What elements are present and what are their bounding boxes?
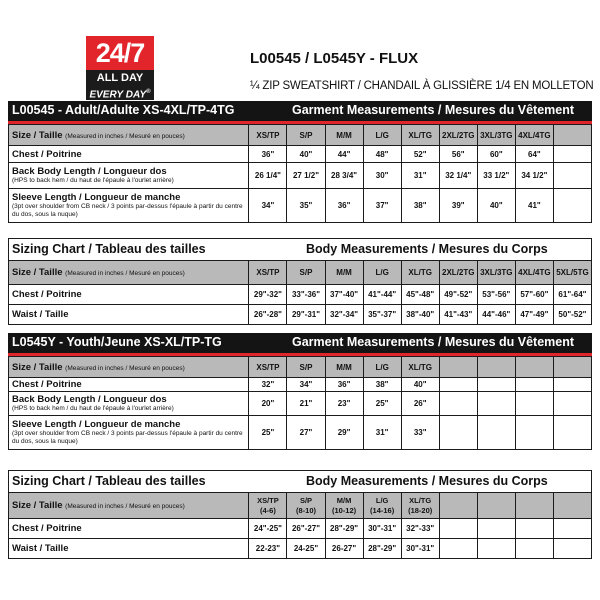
- youth-garment-section: [8, 333, 592, 450]
- measurement-value: 41"-43": [439, 305, 477, 325]
- size-column-header: S/P: [287, 261, 325, 285]
- size-label: Size / Taille (Measured in inches / Mesuré en pouces): [9, 493, 249, 519]
- measurement-value: 57"-60": [515, 285, 553, 305]
- section-right-title: Body Measurements / Mesures du Corps: [306, 474, 548, 488]
- size-column-header: [515, 493, 553, 519]
- size-column-header: [515, 357, 553, 378]
- measurement-value: [553, 519, 591, 539]
- brand-logo: [86, 36, 154, 106]
- section-header-bar: [8, 238, 592, 260]
- size-header-row: [9, 357, 592, 378]
- measurement-value: 32 1/4": [439, 163, 477, 189]
- section-left-title: Sizing Chart / Tableau des tailles: [12, 242, 206, 256]
- measurement-value: 47"-49": [515, 305, 553, 325]
- measurement-value: 49"-52": [439, 285, 477, 305]
- size-column-header: L/G (14-16): [363, 493, 401, 519]
- size-column-header: [553, 493, 591, 519]
- size-column-header: 3XL/3TG: [477, 261, 515, 285]
- measurement-value: 36": [249, 146, 287, 163]
- measurement-row: [9, 189, 592, 223]
- measurement-row: [9, 392, 592, 416]
- measurement-value: 22-23": [249, 539, 287, 559]
- measurement-value: 25": [249, 416, 287, 450]
- measurement-label: Chest / Poitrine: [9, 146, 249, 163]
- measurement-value: [515, 539, 553, 559]
- measurement-value: 64": [515, 146, 553, 163]
- measurement-row: [9, 146, 592, 163]
- size-column-header: XL/TG: [401, 125, 439, 146]
- measurement-value: [477, 519, 515, 539]
- size-label: Size / Taille (Measured in inches / Mesuré en pouces): [9, 125, 249, 146]
- measurement-row: [9, 163, 592, 189]
- size-column-header: S/P: [287, 125, 325, 146]
- measurement-table: [8, 124, 592, 223]
- measurement-value: 37"-40": [325, 285, 363, 305]
- measurement-value: [553, 189, 591, 223]
- measurement-value: 37": [363, 189, 401, 223]
- measurement-value: 52": [401, 146, 439, 163]
- size-column-header: [477, 493, 515, 519]
- size-column-header: 2XL/2TG: [439, 261, 477, 285]
- measurement-value: 48": [363, 146, 401, 163]
- measurement-value: [515, 519, 553, 539]
- measurement-value: [439, 539, 477, 559]
- size-column-header: XS/TP: [249, 357, 287, 378]
- measurement-value: 29": [325, 416, 363, 450]
- measurement-value: [553, 416, 591, 450]
- measurement-value: 45"-48": [401, 285, 439, 305]
- section-header-bar: [8, 333, 592, 356]
- measurement-value: 34": [287, 378, 325, 392]
- logo-247-text: 24/7: [86, 36, 154, 70]
- measurement-value: 32"-33": [401, 519, 439, 539]
- size-column-header: XL/TG: [401, 261, 439, 285]
- adult-garment-section: [8, 101, 592, 223]
- size-column-header: XS/TP (4-6): [249, 493, 287, 519]
- measurement-label: Back Body Length / Longueur dos (HPS to back hem / du haut de l'épaule à l'ourlet arrière): [9, 163, 249, 189]
- measurement-row: [9, 378, 592, 392]
- measurement-value: 33 1/2": [477, 163, 515, 189]
- measurement-row: [9, 305, 592, 325]
- measurement-value: 31": [401, 163, 439, 189]
- measurement-value: [477, 539, 515, 559]
- size-column-header: XL/TG: [401, 357, 439, 378]
- size-header-row: [9, 261, 592, 285]
- measurement-value: 38"-40": [401, 305, 439, 325]
- measurement-label: Chest / Poitrine: [9, 519, 249, 539]
- measurement-value: 30": [363, 163, 401, 189]
- measurement-value: 40": [401, 378, 439, 392]
- measurement-value: 27 1/2": [287, 163, 325, 189]
- size-column-header: 3XL/3TG: [477, 125, 515, 146]
- measurement-value: 44": [325, 146, 363, 163]
- section-header-bar: [8, 470, 592, 492]
- measurement-value: 40": [477, 189, 515, 223]
- section-left-title: Sizing Chart / Tableau des tailles: [12, 474, 206, 488]
- measurement-value: 31": [363, 416, 401, 450]
- measurement-value: 34": [249, 189, 287, 223]
- measurement-value: 44"-46": [477, 305, 515, 325]
- section-header-bar: [8, 101, 592, 124]
- measurement-value: 34 1/2": [515, 163, 553, 189]
- measurement-value: 30"-31": [401, 539, 439, 559]
- measurement-table: [8, 260, 592, 325]
- adult-body-section: [8, 238, 592, 325]
- measurement-value: 28"-29": [363, 539, 401, 559]
- measurement-label: Chest / Poitrine: [9, 285, 249, 305]
- size-column-header: XS/TP: [249, 261, 287, 285]
- measurement-label: Back Body Length / Longueur dos (HPS to back hem / du haut de l'épaule à l'ourlet arrière): [9, 392, 249, 416]
- measurement-value: 28"-29": [325, 519, 363, 539]
- size-column-header: 4XL/4TG: [515, 261, 553, 285]
- size-column-header: [553, 357, 591, 378]
- logo-all-day-text: ALL DAY: [86, 70, 154, 86]
- measurement-value: [553, 539, 591, 559]
- measurement-value: [515, 392, 553, 416]
- measurement-value: 28 3/4": [325, 163, 363, 189]
- measurement-value: 41": [515, 189, 553, 223]
- measurement-label: Waist / Taille: [9, 539, 249, 559]
- size-column-header: 4XL/4TG: [515, 125, 553, 146]
- measurement-table: [8, 356, 592, 450]
- size-column-header: L/G: [363, 125, 401, 146]
- measurement-value: 60": [477, 146, 515, 163]
- measurement-value: 33": [401, 416, 439, 450]
- measurement-value: 61"-64": [553, 285, 591, 305]
- product-subtitle: ¼ ZIP SWEATSHIRT / CHANDAIL À GLISSIÈRE 1/4 EN MOLLETON: [250, 80, 594, 92]
- measurement-value: [553, 146, 591, 163]
- measurement-value: 21": [287, 392, 325, 416]
- size-column-header: L/G: [363, 357, 401, 378]
- measurement-value: 36": [325, 189, 363, 223]
- size-label: Size / Taille (Measured in inches / Mesuré en pouces): [9, 261, 249, 285]
- measurement-label: Waist / Taille: [9, 305, 249, 325]
- measurement-value: 38": [363, 378, 401, 392]
- measurement-value: 29"-32": [249, 285, 287, 305]
- size-column-header: [553, 125, 591, 146]
- measurement-value: [515, 378, 553, 392]
- measurement-value: 40": [287, 146, 325, 163]
- size-column-header: M/M: [325, 261, 363, 285]
- measurement-label: Sleeve Length / Longueur de manche (3pt over shoulder from CB neck / 3 points par-dessus l'épaule à partir du centre du dos, sous la nuque): [9, 189, 249, 223]
- measurement-value: 50"-52": [553, 305, 591, 325]
- measurement-value: 26"-28": [249, 305, 287, 325]
- measurement-value: [553, 163, 591, 189]
- measurement-value: [439, 392, 477, 416]
- measurement-value: 23": [325, 392, 363, 416]
- measurement-value: 39": [439, 189, 477, 223]
- size-column-header: 2XL/2TG: [439, 125, 477, 146]
- measurement-label: Sleeve Length / Longueur de manche (3pt over shoulder from CB neck / 3 points par-dessus l'épaule à partir du centre du dos, sous la nuque): [9, 416, 249, 450]
- measurement-row: [9, 416, 592, 450]
- youth-body-section: [8, 470, 592, 559]
- measurement-value: 56": [439, 146, 477, 163]
- measurement-value: [553, 392, 591, 416]
- size-column-header: 5XL/5TG: [553, 261, 591, 285]
- measurement-value: [439, 416, 477, 450]
- measurement-value: 32"-34": [325, 305, 363, 325]
- size-column-header: [477, 357, 515, 378]
- size-column-header: [439, 357, 477, 378]
- measurement-value: [477, 416, 515, 450]
- measurement-value: [439, 519, 477, 539]
- measurement-value: 27": [287, 416, 325, 450]
- measurement-value: 32": [249, 378, 287, 392]
- product-title: L00545 / L0545Y - FLUX: [250, 50, 419, 67]
- logo-every-day-text: EVERY DAY®: [86, 86, 154, 100]
- measurement-value: 30"-31": [363, 519, 401, 539]
- measurement-value: 33"-36": [287, 285, 325, 305]
- measurement-row: [9, 285, 592, 305]
- measurement-value: 26": [401, 392, 439, 416]
- measurement-value: 24"-25": [249, 519, 287, 539]
- size-column-header: XS/TP: [249, 125, 287, 146]
- size-header-row: [9, 125, 592, 146]
- section-right-title: Body Measurements / Mesures du Corps: [306, 242, 548, 256]
- measurement-value: 26-27": [325, 539, 363, 559]
- size-header-row: [9, 493, 592, 519]
- measurement-value: 26"-27": [287, 519, 325, 539]
- measurement-value: 20": [249, 392, 287, 416]
- measurement-table: [8, 492, 592, 559]
- size-column-header: S/P (8-10): [287, 493, 325, 519]
- section-right-title: Garment Measurements / Mesures du Vêtement: [292, 335, 575, 349]
- measurement-value: [477, 392, 515, 416]
- section-left-title: L0545Y - Youth/Jeune XS-XL/TP-TG: [12, 335, 222, 349]
- measurement-value: 38": [401, 189, 439, 223]
- measurement-value: [477, 378, 515, 392]
- size-column-header: L/G: [363, 261, 401, 285]
- size-column-header: S/P: [287, 357, 325, 378]
- measurement-row: [9, 519, 592, 539]
- measurement-value: 36": [325, 378, 363, 392]
- size-column-header: M/M: [325, 125, 363, 146]
- measurement-value: 35": [287, 189, 325, 223]
- measurement-value: 35"-37": [363, 305, 401, 325]
- measurement-value: 26 1/4": [249, 163, 287, 189]
- measurement-value: 29"-31": [287, 305, 325, 325]
- measurement-value: 25": [363, 392, 401, 416]
- size-column-header: [439, 493, 477, 519]
- measurement-value: 24-25": [287, 539, 325, 559]
- measurement-value: [515, 416, 553, 450]
- measurement-row: [9, 539, 592, 559]
- size-label: Size / Taille (Measured in inches / Mesuré en pouces): [9, 357, 249, 378]
- measurement-value: [439, 378, 477, 392]
- measurement-value: 53"-56": [477, 285, 515, 305]
- measurement-label: Chest / Poitrine: [9, 378, 249, 392]
- section-right-title: Garment Measurements / Mesures du Vêtement: [292, 103, 575, 117]
- section-left-title: L00545 - Adult/Adulte XS-4XL/TP-4TG: [12, 103, 235, 117]
- size-column-header: M/M (10-12): [325, 493, 363, 519]
- size-column-header: M/M: [325, 357, 363, 378]
- size-column-header: XL/TG (18-20): [401, 493, 439, 519]
- measurement-value: 41"-44": [363, 285, 401, 305]
- measurement-value: [553, 378, 591, 392]
